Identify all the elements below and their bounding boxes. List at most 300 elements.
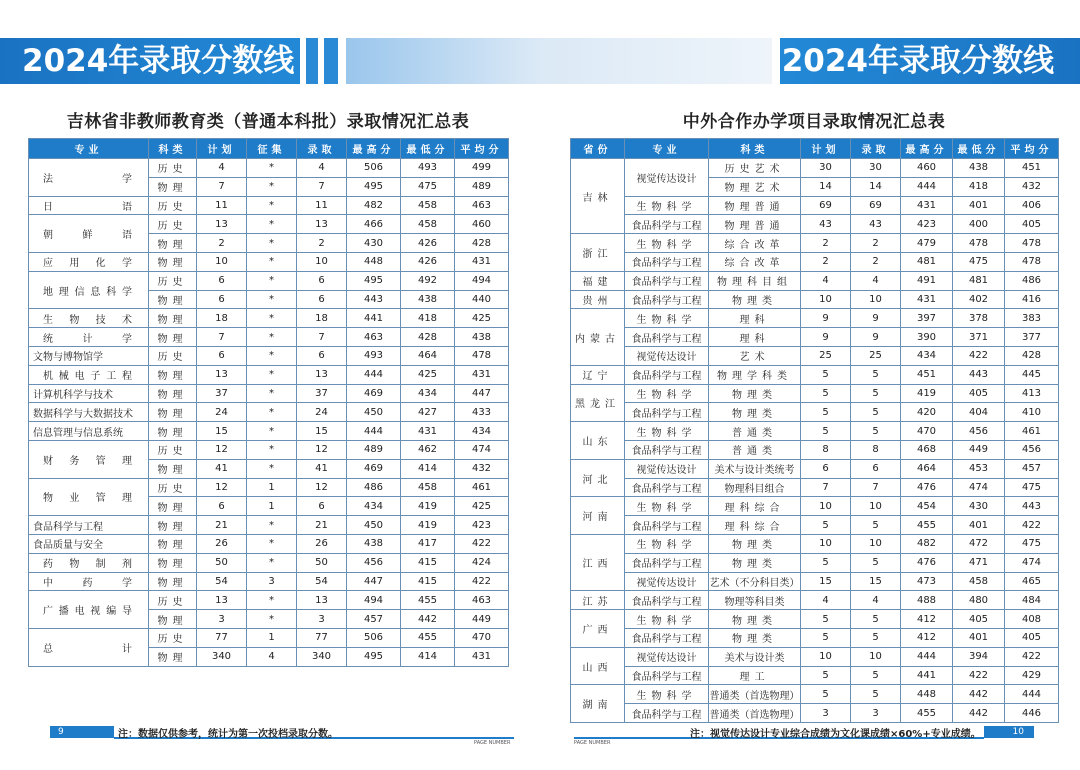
value-cell: 438	[953, 159, 1005, 178]
province-cell: 浙江	[571, 234, 625, 272]
value-cell: 10	[197, 252, 247, 271]
table-row	[571, 572, 1059, 591]
header-cell: 最高分	[901, 139, 953, 159]
subject-cell: 历史	[149, 346, 197, 365]
major-cell: 食品科学与工程	[625, 478, 709, 497]
subject-cell: 物理类	[709, 628, 801, 647]
subject-cell: 物理类	[709, 290, 801, 309]
value-cell: 7	[801, 478, 851, 497]
major-cell: 生物科学	[625, 610, 709, 629]
value-cell: 463	[347, 328, 401, 347]
value-cell: 4	[247, 647, 297, 666]
value-cell: 1	[247, 628, 297, 647]
value-cell: 458	[401, 478, 455, 497]
value-cell: 457	[347, 610, 401, 629]
header-cell: 计划	[801, 139, 851, 159]
value-cell: 394	[953, 647, 1005, 666]
header-cell: 最低分	[401, 139, 455, 159]
subject-cell: 物理	[149, 384, 197, 403]
value-cell: 10	[851, 647, 901, 666]
value-cell: 6	[297, 346, 347, 365]
value-cell: 7	[297, 177, 347, 196]
header-cell: 平均分	[455, 139, 509, 159]
value-cell: 54	[197, 572, 247, 591]
subject-cell: 历史	[149, 215, 197, 234]
value-cell: 21	[197, 516, 247, 535]
value-cell: *	[247, 196, 297, 215]
value-cell: 444	[901, 647, 953, 666]
value-cell: 450	[347, 516, 401, 535]
value-cell: 469	[347, 384, 401, 403]
province-cell: 吉林	[571, 159, 625, 234]
value-cell: 415	[401, 572, 455, 591]
province-cell: 江苏	[571, 591, 625, 610]
value-cell: *	[247, 553, 297, 572]
header-cell: 征集	[247, 139, 297, 159]
table-row	[571, 328, 1059, 347]
value-cell: 4	[801, 271, 851, 290]
table-row	[29, 440, 509, 459]
value-cell: 434	[455, 422, 509, 441]
value-cell: 486	[1005, 271, 1059, 290]
value-cell: 426	[401, 252, 455, 271]
value-cell: 425	[455, 309, 509, 328]
major-cell: 生物科学	[625, 534, 709, 553]
major-name-cell: 应用化学	[29, 252, 149, 271]
value-cell: 6	[297, 290, 347, 309]
banner-right-title: 2024年录取分数线	[781, 43, 1054, 79]
value-cell: 5	[851, 365, 901, 384]
value-cell: 456	[347, 553, 401, 572]
value-cell: 10	[297, 252, 347, 271]
banner-gradient	[346, 38, 772, 84]
value-cell: 425	[455, 497, 509, 516]
value-cell: 448	[901, 685, 953, 704]
left-table-body	[29, 159, 509, 667]
province-cell: 内蒙古	[571, 309, 625, 365]
major-name-cell: 生物技术	[29, 309, 149, 328]
value-cell: 24	[197, 403, 247, 422]
value-cell: 77	[297, 628, 347, 647]
value-cell: 476	[901, 478, 953, 497]
table-row	[571, 384, 1059, 403]
major-name-cell: 中药学	[29, 572, 149, 591]
value-cell: 371	[953, 328, 1005, 347]
major-name-cell: 地理信息科学	[29, 271, 149, 309]
value-cell: 6	[297, 271, 347, 290]
value-cell: 494	[347, 591, 401, 610]
value-cell: 458	[401, 215, 455, 234]
value-cell: 10	[851, 534, 901, 553]
value-cell: 1	[247, 478, 297, 497]
value-cell: 442	[953, 704, 1005, 723]
value-cell: 419	[401, 516, 455, 535]
subject-cell: 物理类	[709, 384, 801, 403]
value-cell: 10	[851, 290, 901, 309]
major-cell: 视觉传达设计	[625, 459, 709, 478]
major-cell: 食品科学与工程	[625, 365, 709, 384]
value-cell: 455	[401, 628, 455, 647]
value-cell: 491	[901, 271, 953, 290]
value-cell: 4	[197, 159, 247, 178]
subject-cell: 物理艺术	[709, 177, 801, 196]
table-row	[571, 685, 1059, 704]
value-cell: 474	[953, 478, 1005, 497]
value-cell: 447	[455, 384, 509, 403]
subject-cell: 普通类（首选物理）	[709, 704, 801, 723]
value-cell: 50	[197, 553, 247, 572]
value-cell: 13	[197, 215, 247, 234]
value-cell: 43	[851, 215, 901, 234]
value-cell: 438	[455, 328, 509, 347]
subject-cell: 历史	[149, 440, 197, 459]
major-cell: 食品科学与工程	[625, 516, 709, 535]
header-cell: 专业	[29, 139, 149, 159]
table-row	[571, 440, 1059, 459]
value-cell: 37	[297, 384, 347, 403]
table-row	[571, 478, 1059, 497]
major-cell: 食品科学与工程	[625, 666, 709, 685]
value-cell: 434	[401, 384, 455, 403]
subject-cell: 理科	[709, 328, 801, 347]
major-cell: 生物科学	[625, 196, 709, 215]
province-cell: 贵州	[571, 290, 625, 309]
value-cell: 4	[297, 159, 347, 178]
subject-cell: 物理类	[709, 534, 801, 553]
subject-cell: 艺术	[709, 346, 801, 365]
table-row	[571, 159, 1059, 178]
value-cell: 405	[1005, 628, 1059, 647]
table-row	[29, 478, 509, 497]
value-cell: 12	[197, 440, 247, 459]
value-cell: 451	[901, 365, 953, 384]
value-cell: 432	[1005, 177, 1059, 196]
value-cell: 478	[1005, 252, 1059, 271]
value-cell: *	[247, 365, 297, 384]
major-name-cell: 统计学	[29, 328, 149, 347]
major-cell: 生物科学	[625, 309, 709, 328]
value-cell: *	[247, 591, 297, 610]
value-cell: 450	[347, 403, 401, 422]
major-cell: 生物科学	[625, 685, 709, 704]
banner-left	[0, 38, 300, 84]
value-cell: 493	[347, 346, 401, 365]
subject-cell: 理科综合	[709, 516, 801, 535]
value-cell: 5	[851, 516, 901, 535]
value-cell: 3	[801, 704, 851, 723]
value-cell: 456	[953, 422, 1005, 441]
subject-cell: 艺术（不分科目类）	[709, 572, 801, 591]
value-cell: 426	[401, 234, 455, 253]
value-cell: 397	[901, 309, 953, 328]
subject-cell: 物理科目组合	[709, 478, 801, 497]
table-row	[29, 252, 509, 271]
value-cell: 13	[197, 365, 247, 384]
value-cell: 475	[1005, 478, 1059, 497]
table-row	[29, 159, 509, 178]
value-cell: 444	[1005, 685, 1059, 704]
left-table-header	[29, 139, 509, 159]
major-name-cell: 总计	[29, 628, 149, 666]
major-name-cell: 物业管理	[29, 478, 149, 516]
value-cell: 24	[297, 403, 347, 422]
table-row	[571, 647, 1059, 666]
left-table-title: 吉林省非教师教育类（普通本科批）录取情况汇总表	[66, 112, 470, 132]
major-cell: 生物科学	[625, 422, 709, 441]
value-cell: 442	[953, 685, 1005, 704]
subject-cell: 普通类（首选物理）	[709, 685, 801, 704]
subject-cell: 物理类	[709, 610, 801, 629]
right-table-header	[571, 139, 1059, 159]
subject-cell: 物理	[149, 309, 197, 328]
value-cell: 440	[455, 290, 509, 309]
table-row	[571, 666, 1059, 685]
value-cell: 69	[851, 196, 901, 215]
value-cell: 10	[801, 497, 851, 516]
value-cell: 442	[401, 610, 455, 629]
value-cell: 471	[953, 553, 1005, 572]
value-cell: 11	[297, 196, 347, 215]
value-cell: 410	[1005, 403, 1059, 422]
value-cell: 480	[953, 591, 1005, 610]
value-cell: 488	[901, 591, 953, 610]
value-cell: 6	[801, 459, 851, 478]
value-cell: 4	[801, 591, 851, 610]
subject-cell: 历史	[149, 628, 197, 647]
value-cell: 458	[953, 572, 1005, 591]
subject-cell: 普通类	[709, 422, 801, 441]
value-cell: 434	[901, 346, 953, 365]
value-cell: 470	[455, 628, 509, 647]
value-cell: 506	[347, 628, 401, 647]
value-cell: 390	[901, 328, 953, 347]
value-cell: 430	[953, 497, 1005, 516]
header-cell: 科类	[709, 139, 801, 159]
value-cell: 427	[401, 403, 455, 422]
province-cell: 河南	[571, 497, 625, 535]
subject-cell: 综合改革	[709, 252, 801, 271]
value-cell: 12	[197, 478, 247, 497]
major-name-cell: 日语	[29, 196, 149, 215]
value-cell: 461	[455, 478, 509, 497]
value-cell: 481	[953, 271, 1005, 290]
subject-cell: 理科	[709, 309, 801, 328]
major-cell: 生物科学	[625, 234, 709, 253]
value-cell: 14	[851, 177, 901, 196]
value-cell: 495	[347, 271, 401, 290]
value-cell: 9	[851, 309, 901, 328]
table-row	[571, 252, 1059, 271]
value-cell: *	[247, 440, 297, 459]
value-cell: 401	[953, 628, 1005, 647]
value-cell: 18	[197, 309, 247, 328]
value-cell: 430	[347, 234, 401, 253]
value-cell: 423	[455, 516, 509, 535]
value-cell: 489	[455, 177, 509, 196]
page-label-right: PAGE NUMBER	[574, 740, 611, 746]
value-cell: 43	[801, 215, 851, 234]
value-cell: 456	[1005, 440, 1059, 459]
header-cell: 专业	[625, 139, 709, 159]
value-cell: 468	[901, 440, 953, 459]
major-name-cell: 信息管理与信息系统	[29, 422, 149, 441]
value-cell: 475	[953, 252, 1005, 271]
table-row	[29, 516, 509, 535]
major-name-cell: 财务管理	[29, 440, 149, 478]
value-cell: 444	[347, 365, 401, 384]
value-cell: 9	[851, 328, 901, 347]
banner-left-title: 2024年录取分数线	[22, 43, 295, 79]
value-cell: 405	[953, 610, 1005, 629]
value-cell: 455	[901, 516, 953, 535]
table-row	[29, 422, 509, 441]
value-cell: 14	[801, 177, 851, 196]
value-cell: 50	[297, 553, 347, 572]
table-row	[571, 346, 1059, 365]
subject-cell: 普通类	[709, 440, 801, 459]
table-row	[571, 534, 1059, 553]
value-cell: *	[247, 516, 297, 535]
value-cell: 340	[197, 647, 247, 666]
value-cell: 378	[953, 309, 1005, 328]
value-cell: 401	[953, 516, 1005, 535]
value-cell: 413	[1005, 384, 1059, 403]
header-cell: 科类	[149, 139, 197, 159]
value-cell: 5	[851, 384, 901, 403]
value-cell: 404	[953, 403, 1005, 422]
value-cell: 495	[347, 177, 401, 196]
value-cell: 418	[401, 309, 455, 328]
value-cell: 1	[247, 497, 297, 516]
value-cell: 474	[1005, 553, 1059, 572]
value-cell: 400	[953, 215, 1005, 234]
value-cell: 7	[297, 328, 347, 347]
table-row	[29, 365, 509, 384]
table-row	[571, 290, 1059, 309]
value-cell: 414	[401, 459, 455, 478]
value-cell: 15	[197, 422, 247, 441]
subject-cell: 物理等科目类	[709, 591, 801, 610]
table-row	[29, 384, 509, 403]
value-cell: *	[247, 271, 297, 290]
value-cell: 10	[801, 647, 851, 666]
value-cell: 453	[953, 459, 1005, 478]
subject-cell: 物理	[149, 610, 197, 629]
value-cell: 499	[455, 159, 509, 178]
table-row	[29, 346, 509, 365]
province-cell: 广西	[571, 610, 625, 648]
value-cell: 12	[297, 440, 347, 459]
value-cell: 463	[455, 591, 509, 610]
major-cell: 食品科学与工程	[625, 252, 709, 271]
header-cell: 录取	[851, 139, 901, 159]
value-cell: 5	[851, 403, 901, 422]
value-cell: 428	[401, 328, 455, 347]
subject-cell: 理工	[709, 666, 801, 685]
major-cell: 食品科学与工程	[625, 328, 709, 347]
value-cell: 422	[455, 534, 509, 553]
value-cell: 340	[297, 647, 347, 666]
value-cell: *	[247, 422, 297, 441]
province-cell: 山东	[571, 422, 625, 460]
value-cell: *	[247, 159, 297, 178]
value-cell: 7	[197, 177, 247, 196]
table-row	[571, 459, 1059, 478]
value-cell: 13	[297, 591, 347, 610]
value-cell: 414	[401, 647, 455, 666]
value-cell: 2	[801, 234, 851, 253]
value-cell: 441	[347, 309, 401, 328]
table-row	[571, 215, 1059, 234]
value-cell: 5	[801, 610, 851, 629]
value-cell: 6	[197, 497, 247, 516]
value-cell: 470	[901, 422, 953, 441]
table-row	[571, 196, 1059, 215]
value-cell: 428	[455, 234, 509, 253]
subject-cell: 物理	[149, 497, 197, 516]
value-cell: 5	[801, 422, 851, 441]
right-table-body	[571, 159, 1059, 723]
page-label-left: PAGE NUMBER	[474, 740, 511, 746]
subject-cell: 物理	[149, 234, 197, 253]
subject-cell: 物理	[149, 403, 197, 422]
province-cell: 湖南	[571, 685, 625, 723]
value-cell: 457	[1005, 459, 1059, 478]
value-cell: 2	[197, 234, 247, 253]
header-cell: 最高分	[347, 139, 401, 159]
value-cell: 495	[347, 647, 401, 666]
value-cell: 30	[851, 159, 901, 178]
value-cell: *	[247, 177, 297, 196]
subject-cell: 物理	[149, 516, 197, 535]
value-cell: 408	[1005, 610, 1059, 629]
value-cell: 422	[1005, 516, 1059, 535]
value-cell: 25	[851, 346, 901, 365]
value-cell: 5	[801, 365, 851, 384]
value-cell: 476	[901, 553, 953, 572]
value-cell: 15	[297, 422, 347, 441]
subject-cell: 历史	[149, 271, 197, 290]
major-cell: 生物科学	[625, 497, 709, 516]
value-cell: 37	[197, 384, 247, 403]
value-cell: 9	[801, 328, 851, 347]
table-row	[29, 196, 509, 215]
value-cell: 431	[401, 422, 455, 441]
value-cell: 454	[901, 497, 953, 516]
value-cell: 464	[901, 459, 953, 478]
table-row	[29, 271, 509, 290]
major-cell: 食品科学与工程	[625, 440, 709, 459]
right-admission-table	[570, 138, 1059, 723]
subject-cell: 物理	[149, 534, 197, 553]
value-cell: 448	[347, 252, 401, 271]
value-cell: 402	[953, 290, 1005, 309]
subject-cell: 历史	[149, 196, 197, 215]
major-cell: 视觉传达设计	[625, 346, 709, 365]
value-cell: *	[247, 215, 297, 234]
value-cell: 444	[347, 422, 401, 441]
header-cell: 省份	[571, 139, 625, 159]
value-cell: 463	[455, 196, 509, 215]
subject-cell: 物理普通	[709, 215, 801, 234]
value-cell: 458	[401, 196, 455, 215]
value-cell: 8	[851, 440, 901, 459]
value-cell: 5	[851, 628, 901, 647]
value-cell: 25	[801, 346, 851, 365]
value-cell: 13	[297, 215, 347, 234]
value-cell: 5	[851, 422, 901, 441]
value-cell: 417	[401, 534, 455, 553]
